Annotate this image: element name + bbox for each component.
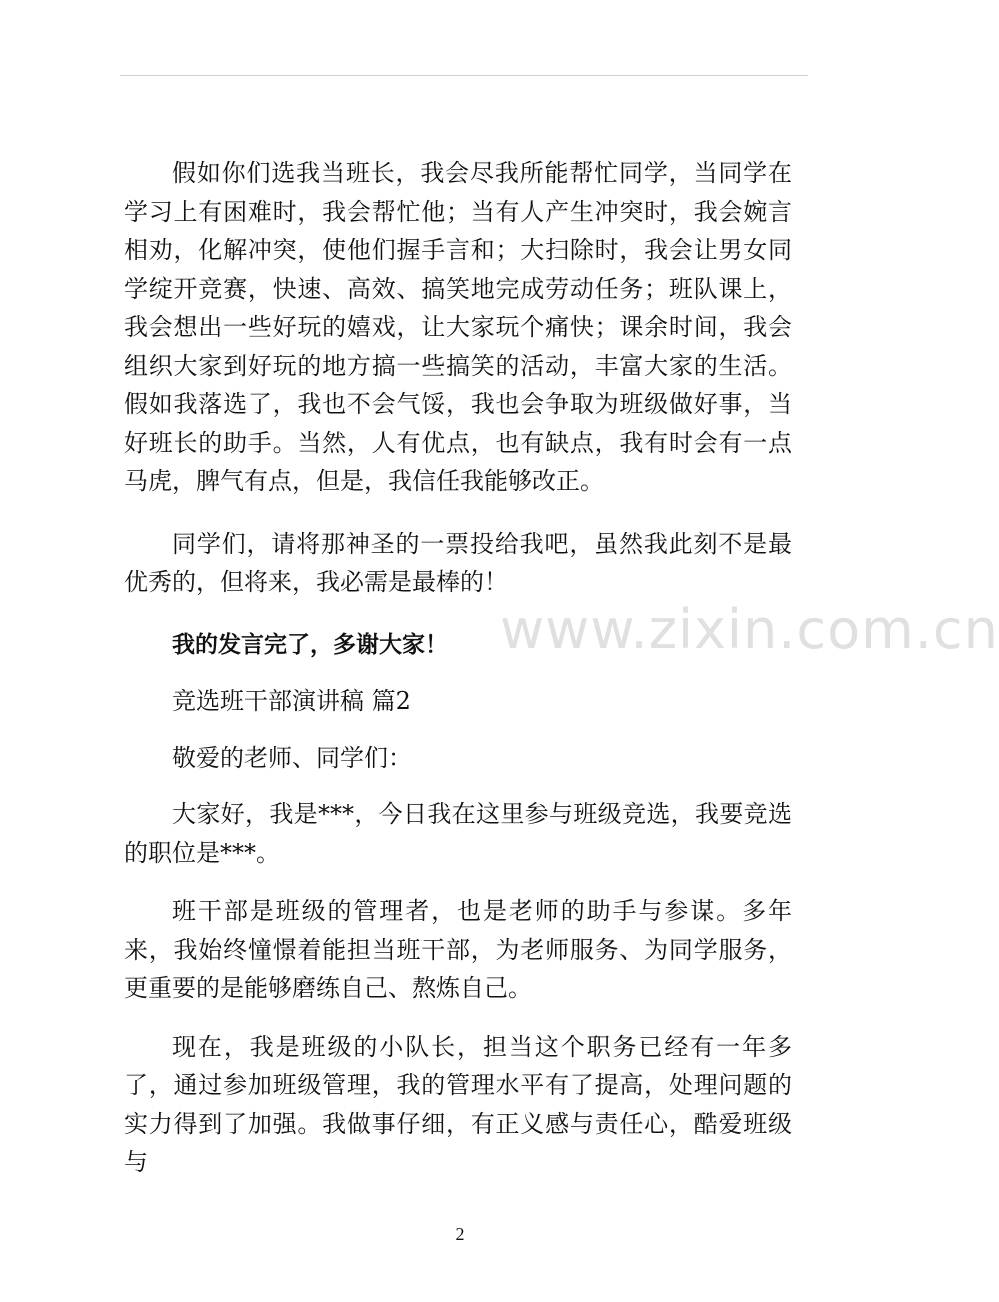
paragraph-campaign-promises: 假如你们选我当班长，我会尽我所能帮忙同学，当同学在学习上有困难时，我会帮忙他；当有人产生冲突时，我会婉言相劝，化解冲突，使他们握手言和；大扫除时，我会让男女同学绽开竞赛，快速、高效、搞笑地完成劳动任务；班队课上，我会想出一些好玩的嬉戏，让大家玩个痛快；课余时间，我会组织大家到好玩的地方搞一些搞笑的活动，丰富大家的生活。假如我落选了，我也不会气馁，我也会争取为班级做好事，当好班长的助手。当然，人有优点，也有缺点，我有时会有一点马虎，脾气有点，但是，我信任我能够改正。 [124,159,792,495]
section-heading-speech-2: 竞选班干部演讲稿 篇2 [172,687,411,715]
paragraph-introduction: 大家好，我是***，今日我在这里参与班级竞选，我要竞选的职位是***。 [124,800,792,867]
paragraph-closing-thanks: 我的发言完了，多谢大家！ [172,631,448,658]
watermark-text: www.zixin.com.cn [500,598,999,661]
document-body [124,154,792,1182]
paragraph-experience: 现在，我是班级的小队长，担当这个职务已经有一年多了，通过参加班级管理，我的管理水平有了提高，处理问题的实力得到了加强。我做事仔细，有正义感与责任心，酷爱班级与 [124,1032,792,1176]
paragraph-vote-appeal: 同学们，请将那神圣的一票投给我吧，虽然我此刻不是最优秀的，但将来，我必需是最棒的！ [124,529,792,596]
paragraph-role-description: 班干部是班级的管理者，也是老师的助手与参谋。多年来，我始终憧憬着能担当班干部，为老师服务、为同学服务，更重要的是能够磨练自己、熬炼自己。 [124,897,792,1002]
paragraph-greeting: 敬爱的老师、同学们： [172,743,412,772]
header-rule [120,75,808,76]
page-number: 2 [455,1224,465,1244]
